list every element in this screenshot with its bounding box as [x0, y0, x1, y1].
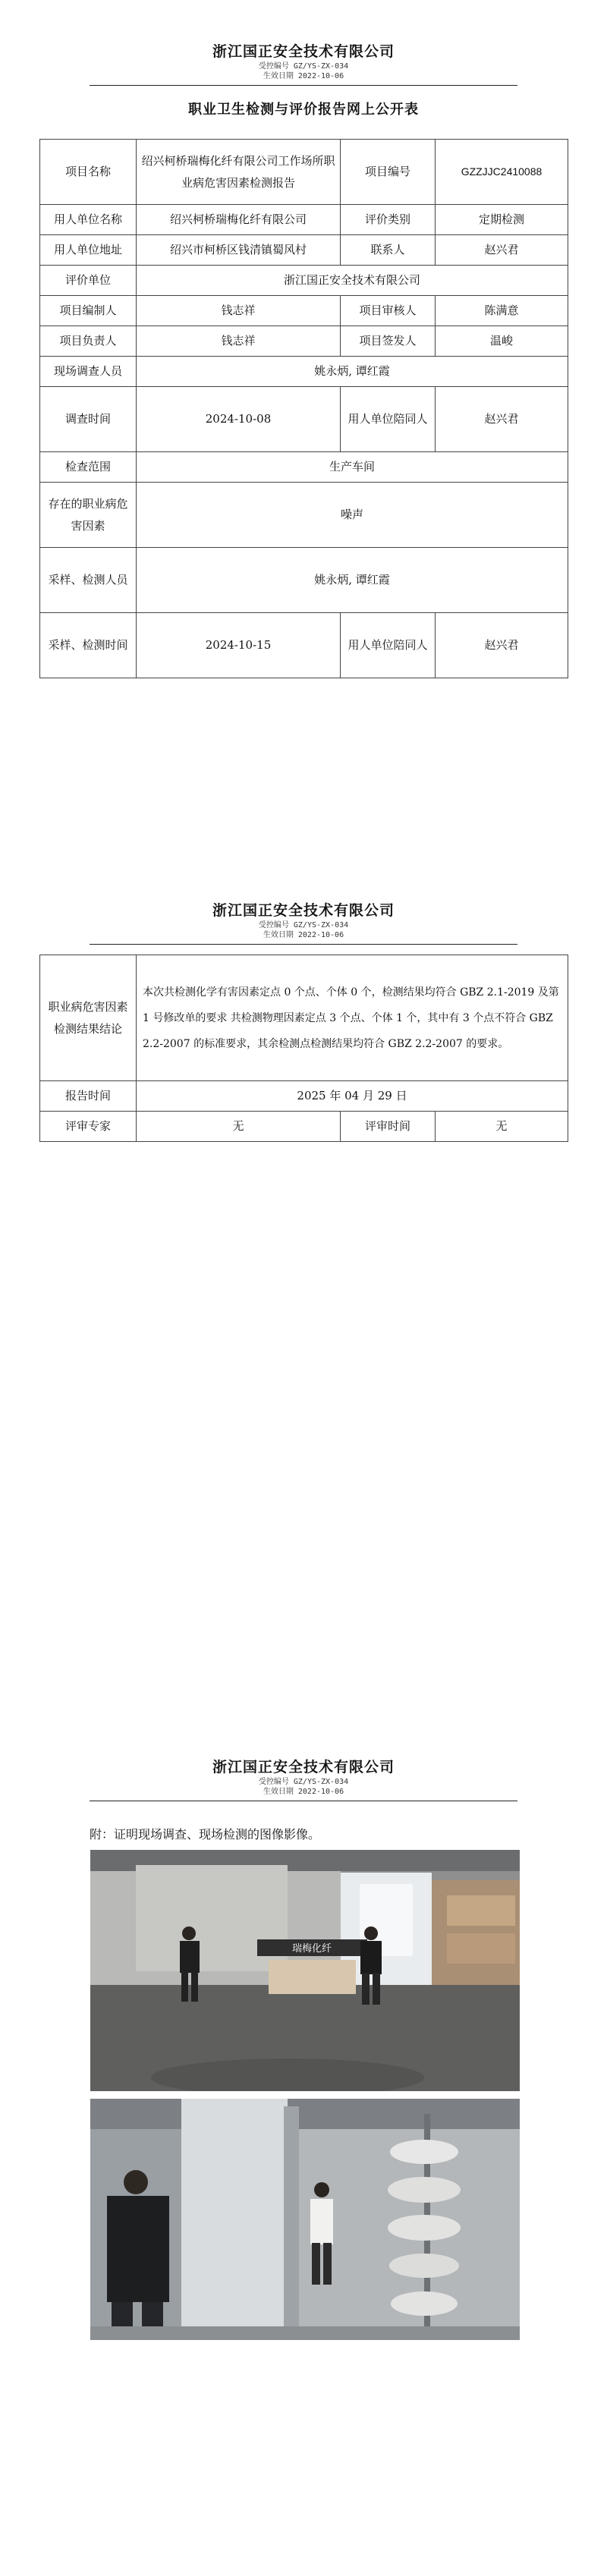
- surveyor-value: 姚永炳, 谭红霞: [137, 357, 568, 387]
- table-row: [40, 326, 568, 357]
- table-row: [40, 140, 568, 205]
- hazards-label: 存在的职业病危害因素: [40, 483, 137, 548]
- reviewer-label: 项目审核人: [341, 296, 436, 326]
- company-name: 浙江国正安全技术有限公司: [212, 902, 395, 919]
- page-header: [90, 42, 517, 86]
- sampler-value: 姚永炳, 谭红霞: [137, 548, 568, 613]
- control-number: 受控编号 GZ/YS-ZX-034: [258, 1778, 349, 1786]
- effective-date: 生效日期 2022-10-06: [263, 1788, 344, 1796]
- document-title: 职业卫生检测与评价报告网上公开表: [188, 102, 419, 118]
- report-time-label: 报告时间: [40, 1081, 137, 1112]
- employer-name-value: 绍兴柯桥瑞梅化纤有限公司: [137, 205, 341, 235]
- eval-type-value: 定期检测: [436, 205, 568, 235]
- expert-value: 无: [137, 1112, 341, 1142]
- effective-date: 生效日期 2022-10-06: [263, 72, 344, 80]
- project-no-value: GZZJJC2410088: [436, 140, 568, 205]
- conclusion-table: [39, 955, 568, 1142]
- compiler-label: 项目编制人: [40, 296, 137, 326]
- table-row: [40, 357, 568, 387]
- site-survey-image: [90, 1850, 520, 2091]
- annex-caption: 附：证明现场调查、现场检测的图像影像。: [90, 1827, 321, 1842]
- header-rule: [90, 944, 517, 945]
- header-rule: [90, 85, 517, 86]
- sampler-label: 采样、检测人员: [40, 548, 137, 613]
- employer-addr-label: 用人单位地址: [40, 235, 137, 266]
- survey-time-label: 调查时间: [40, 387, 137, 452]
- scope-label: 检查范围: [40, 452, 137, 483]
- site-inspection-image: [90, 2099, 520, 2340]
- conclusion-text: 本次共检测化学有害因素定点 0 个点、个体 0 个，检测结果均符合 GBZ 2.1-2019 及第 1 号修改单的要求 共检测物理因素定点 3 个点、个体 1 个，其中有 3 个点不符合 GBZ 2.2-2007 的标准要求，其余检测点检测结果均符合 GBZ 2.2-2007 的要求。: [137, 955, 568, 1081]
- eval-unit-value: 浙江国正安全技术有限公司: [137, 266, 568, 296]
- employer-addr-value: 绍兴市柯桥区钱清镇蜀风村: [137, 235, 341, 266]
- employer-name-label: 用人单位名称: [40, 205, 137, 235]
- contact-value: 赵兴君: [436, 235, 568, 266]
- table-row: [40, 955, 568, 1081]
- reviewer-value: 陈满意: [436, 296, 568, 326]
- banner-text: 瑞梅化纤: [291, 1943, 332, 1955]
- expert-label: 评审专家: [40, 1112, 137, 1142]
- site-survey-photo: [90, 1850, 520, 2091]
- table-row: [40, 266, 568, 296]
- survey-time-value: 2024-10-08: [137, 387, 341, 452]
- project-name-label: 项目名称: [40, 140, 137, 205]
- table-row: [40, 296, 568, 326]
- disclosure-table: [39, 139, 568, 678]
- sample-accompany-label: 用人单位陪同人: [341, 613, 436, 678]
- table-row: [40, 613, 568, 678]
- page-3: [0, 1715, 607, 2576]
- contact-label: 联系人: [341, 235, 436, 266]
- control-number: 受控编号 GZ/YS-ZX-034: [258, 62, 349, 71]
- eval-unit-label: 评价单位: [40, 266, 137, 296]
- hazards-value: 噪声: [137, 483, 568, 548]
- page-2: [0, 857, 607, 1715]
- review-time-value: 无: [436, 1112, 568, 1142]
- scope-value: 生产车间: [137, 452, 568, 483]
- survey-accompany-value: 赵兴君: [436, 387, 568, 452]
- report-time-value: 2025 年 04 月 29 日: [137, 1081, 568, 1112]
- table-row: [40, 548, 568, 613]
- issuer-label: 项目签发人: [341, 326, 436, 357]
- eval-type-label: 评价类别: [341, 205, 436, 235]
- leader-label: 项目负责人: [40, 326, 137, 357]
- project-name-value: 绍兴柯桥瑞梅化纤有限公司工作场所职业病危害因素检测报告: [137, 140, 341, 205]
- issuer-value: 温峻: [436, 326, 568, 357]
- sample-time-value: 2024-10-15: [137, 613, 341, 678]
- leader-value: 钱志祥: [137, 326, 341, 357]
- table-row: [40, 1081, 568, 1112]
- compiler-value: 钱志祥: [137, 296, 341, 326]
- control-number: 受控编号 GZ/YS-ZX-034: [258, 921, 349, 929]
- bobbin-rack: [388, 2114, 461, 2340]
- effective-date: 生效日期 2022-10-06: [263, 931, 344, 939]
- table-row: [40, 452, 568, 483]
- sample-accompany-value: 赵兴君: [436, 613, 568, 678]
- conclusion-label: 职业病危害因素检测结果结论: [40, 955, 137, 1081]
- table-row: [40, 483, 568, 548]
- company-name: 浙江国正安全技术有限公司: [212, 43, 395, 60]
- project-no-label: 项目编号: [341, 140, 436, 205]
- table-row: [40, 205, 568, 235]
- table-row: [40, 1112, 568, 1142]
- page-1: [0, 0, 607, 857]
- survey-accompany-label: 用人单位陪同人: [341, 387, 436, 452]
- page-header: [90, 1757, 517, 1801]
- table-row: [40, 387, 568, 452]
- surveyor-label: 现场调查人员: [40, 357, 137, 387]
- page-header: [90, 901, 517, 945]
- company-name: 浙江国正安全技术有限公司: [212, 1759, 395, 1776]
- sample-time-label: 采样、检测时间: [40, 613, 137, 678]
- review-time-label: 评审时间: [341, 1112, 436, 1142]
- table-row: [40, 235, 568, 266]
- site-inspection-photo: [90, 2099, 520, 2340]
